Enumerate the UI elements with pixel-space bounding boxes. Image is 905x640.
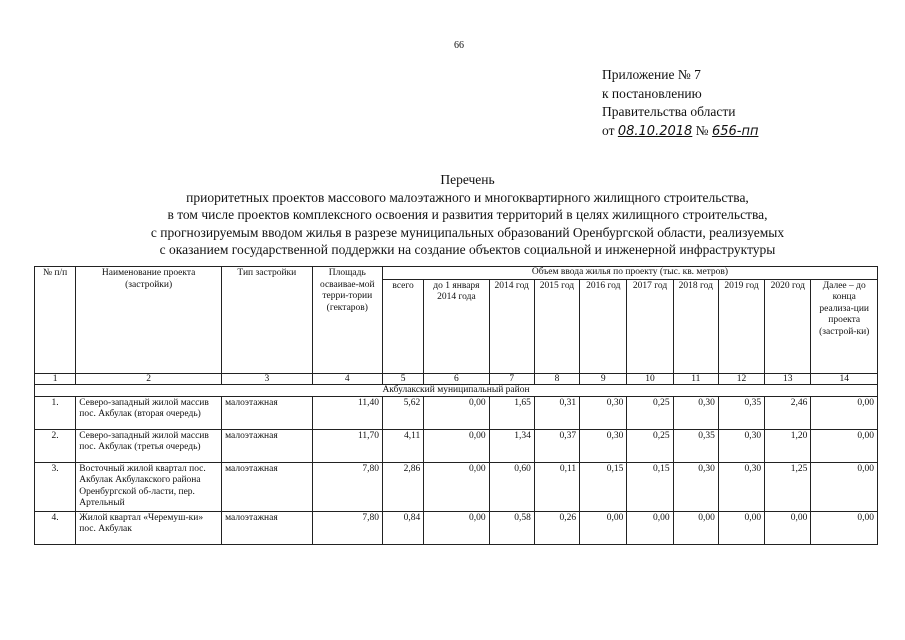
row-2017: 0,15 <box>627 462 673 511</box>
row-total: 4,11 <box>383 429 424 462</box>
header-2016: 2016 год <box>580 279 627 373</box>
column-number: 13 <box>765 373 811 384</box>
column-number: 1 <box>35 373 76 384</box>
column-number: 2 <box>76 373 222 384</box>
row-area: 7,80 <box>312 462 382 511</box>
title-line-5: с оказанием государственной поддержки на создание объектов социальной и инженерной инфраструктуры <box>159 242 776 257</box>
row-project-name: Северо-западный жилой массив пос. Акбулак (вторая очередь) <box>76 396 222 429</box>
header-row-1 <box>35 267 878 280</box>
row-2018: 0,30 <box>673 462 718 511</box>
appendix-line-3: Правительства области <box>602 104 736 119</box>
header-volume-group: Объем ввода жилья по проекту (тыс. кв. метров) <box>383 267 878 280</box>
row-num: 3. <box>35 462 76 511</box>
column-number: 5 <box>383 373 424 384</box>
row-2015: 0,31 <box>534 396 579 429</box>
number-prefix: № <box>695 122 709 138</box>
row-area: 11,70 <box>312 429 382 462</box>
row-after: 0,00 <box>811 511 878 544</box>
row-2017: 0,25 <box>627 429 673 462</box>
header-total: всего <box>383 279 424 373</box>
projects-table <box>34 266 878 545</box>
row-after: 0,00 <box>811 429 878 462</box>
row-num: 1. <box>35 396 76 429</box>
row-2019: 0,35 <box>718 396 764 429</box>
row-2015: 0,37 <box>534 429 579 462</box>
column-number: 12 <box>718 373 764 384</box>
table-row <box>35 511 878 544</box>
document-title <box>90 171 845 259</box>
row-total: 0,84 <box>383 511 424 544</box>
row-before-2014: 0,00 <box>424 462 489 511</box>
column-number: 6 <box>424 373 489 384</box>
appendix-date-line <box>602 122 758 142</box>
column-number: 4 <box>312 373 382 384</box>
column-number: 8 <box>534 373 579 384</box>
row-area: 11,40 <box>312 396 382 429</box>
row-type: малоэтажная <box>222 429 313 462</box>
header-before-2014: до 1 января 2014 года <box>424 279 489 373</box>
row-2015: 0,11 <box>534 462 579 511</box>
row-num: 4. <box>35 511 76 544</box>
row-area: 7,80 <box>312 511 382 544</box>
row-2020: 0,00 <box>765 511 811 544</box>
row-type: малоэтажная <box>222 462 313 511</box>
row-after: 0,00 <box>811 396 878 429</box>
row-2018: 0,30 <box>673 396 718 429</box>
column-numbers-row <box>35 373 878 384</box>
row-type: малоэтажная <box>222 396 313 429</box>
row-total: 5,62 <box>383 396 424 429</box>
table-row <box>35 462 878 511</box>
row-after: 0,00 <box>811 462 878 511</box>
row-2018: 0,35 <box>673 429 718 462</box>
appendix-line-1: Приложение № 7 <box>602 67 701 82</box>
row-2020: 1,20 <box>765 429 811 462</box>
column-number: 3 <box>222 373 313 384</box>
row-2018: 0,00 <box>673 511 718 544</box>
header-name: Наименование проекта (застройки) <box>76 267 222 374</box>
row-total: 2,86 <box>383 462 424 511</box>
appendix-line-2: к постановлению <box>602 85 702 101</box>
appendix-block <box>602 66 758 141</box>
title-line-4: с прогнозируемым вводом жилья в разрезе муниципальных образований Оренбургской области, реализуемых <box>150 224 785 240</box>
row-project-name: Северо-западный жилой массив пос. Акбулак (третья очередь) <box>76 429 222 462</box>
row-2020: 2,46 <box>765 396 811 429</box>
row-2016: 0,30 <box>580 429 627 462</box>
row-project-name: Восточный жилой квартал пос. Акбулак Акбулакского района Оренбургской об-ласти, пер. Артельный <box>76 462 222 511</box>
table-row <box>35 429 878 462</box>
title-line-3: в том числе проектов комплексного освоения и развития территорий в целях жилищного строительства, <box>167 207 768 222</box>
row-2019: 0,00 <box>718 511 764 544</box>
district-row <box>35 384 878 396</box>
district-name: Акбулакский муниципальный район <box>35 384 878 396</box>
row-project-name: Жилой квартал «Черемуш-ки» пос. Акбулак <box>76 511 222 544</box>
table-row <box>35 396 878 429</box>
date-prefix: от <box>602 122 615 138</box>
row-before-2014: 0,00 <box>424 429 489 462</box>
header-2014: 2014 год <box>489 279 534 373</box>
row-before-2014: 0,00 <box>424 396 489 429</box>
row-2020: 1,25 <box>765 462 811 511</box>
row-num: 2. <box>35 429 76 462</box>
column-number: 7 <box>489 373 534 384</box>
row-2014: 1,34 <box>489 429 534 462</box>
header-2015: 2015 год <box>534 279 579 373</box>
column-number: 9 <box>580 373 627 384</box>
column-number: 11 <box>673 373 718 384</box>
row-2015: 0,26 <box>534 511 579 544</box>
row-2017: 0,25 <box>627 396 673 429</box>
handwritten-date: 08.10.2018 <box>617 123 693 139</box>
row-2014: 0,58 <box>489 511 534 544</box>
column-number: 14 <box>811 373 878 384</box>
row-2019: 0,30 <box>718 429 764 462</box>
page-number: 66 <box>454 40 464 51</box>
row-2014: 1,65 <box>489 396 534 429</box>
row-2016: 0,15 <box>580 462 627 511</box>
header-type: Тип застройки <box>222 267 313 374</box>
handwritten-number: 656-пп <box>711 123 759 139</box>
title-line-1: Перечень <box>440 172 495 187</box>
row-2019: 0,30 <box>718 462 764 511</box>
header-2018: 2018 год <box>673 279 718 373</box>
header-2020: 2020 год <box>765 279 811 373</box>
row-2014: 0,60 <box>489 462 534 511</box>
header-after: Далее – до конца реализа-ции проекта (застрой-ки) <box>811 279 878 373</box>
row-2017: 0,00 <box>627 511 673 544</box>
title-line-2: приоритетных проектов массового малоэтажного и многоквартирного жилищного строительства, <box>186 189 749 205</box>
header-area: Площадь осваивае-мой терри-тории (гектаров) <box>312 267 382 374</box>
column-number: 10 <box>627 373 673 384</box>
header-num: № п/п <box>35 267 76 374</box>
row-2016: 0,00 <box>580 511 627 544</box>
header-2019: 2019 год <box>718 279 764 373</box>
header-2017: 2017 год <box>627 279 673 373</box>
row-type: малоэтажная <box>222 511 313 544</box>
row-before-2014: 0,00 <box>424 511 489 544</box>
row-2016: 0,30 <box>580 396 627 429</box>
